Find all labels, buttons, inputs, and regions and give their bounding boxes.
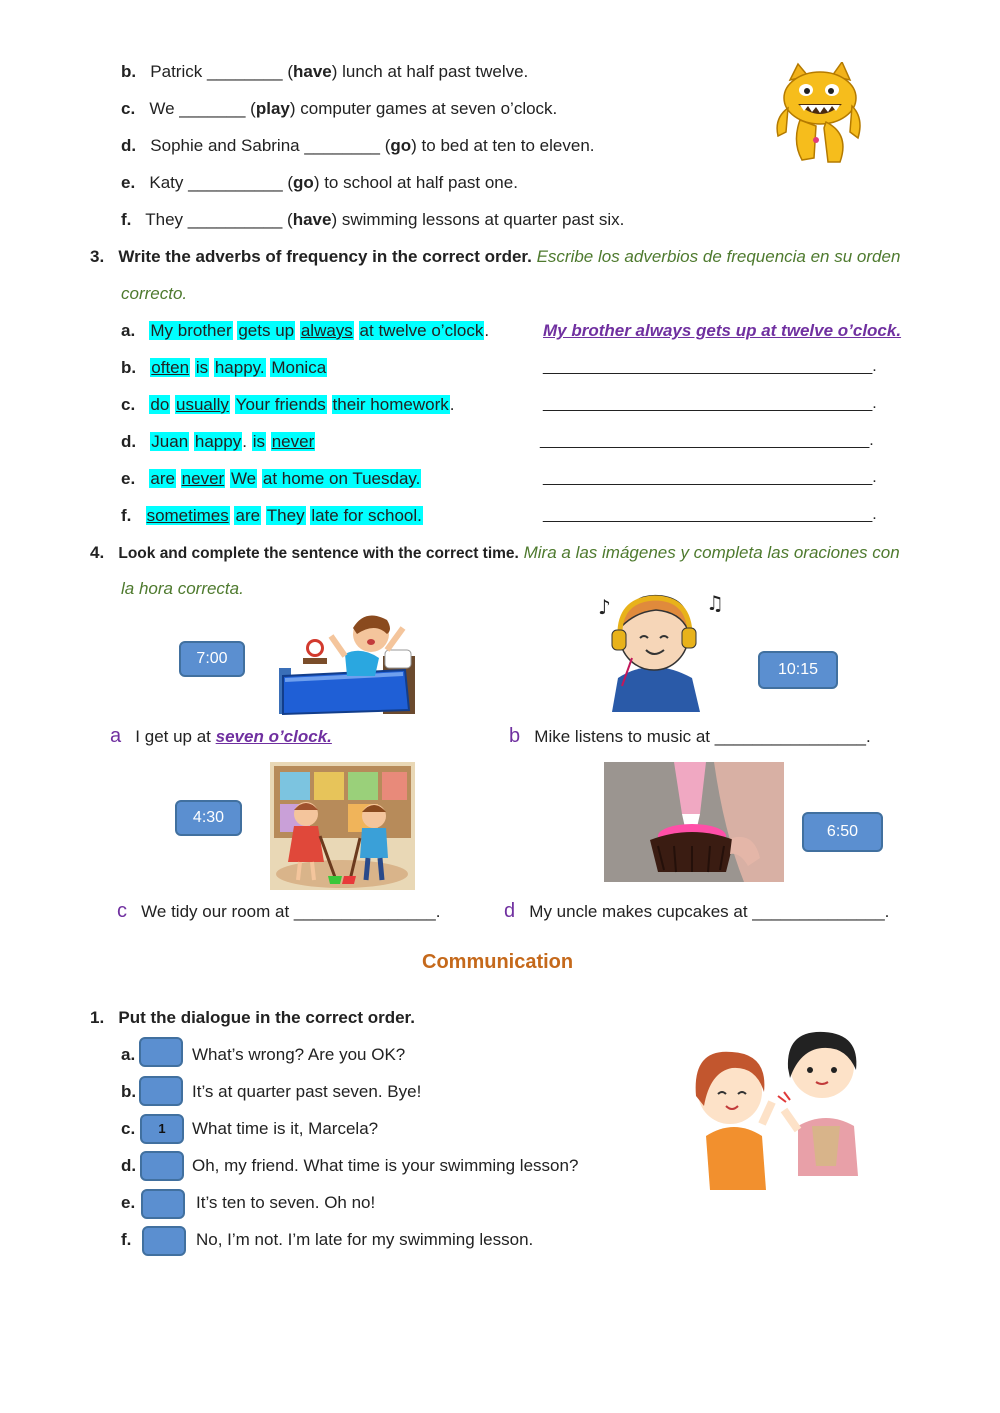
order-box-b[interactable] [139,1076,183,1106]
ex3-item-b: b. often is happy. Monica [121,358,327,377]
ex3-blank-d[interactable]: _____________________________________. [540,432,874,449]
boy-listening-music-image [592,586,728,712]
dialogue-line-c: What time is it, Marcela? [192,1119,379,1138]
ex2-item-d: d. Sophie and Sabrina ________ (go) to bed at ten to eleven. [121,136,595,155]
ex3-item-f: f. sometimes are They late for school. [121,506,422,525]
word-chip: at home on Tuesday. [262,469,421,488]
dialogue-label-f: f. [121,1230,132,1249]
word-chip: are [150,469,175,488]
dialogue-label-e: e. [121,1193,136,1212]
time-box-b: 10:15 [758,651,838,689]
ex4-sentence-b: b Mike listens to music at ________________. [509,725,871,747]
ex3-blank-b[interactable]: _____________________________________. [543,358,877,375]
order-box-a[interactable] [139,1037,183,1067]
dialogue-label-c: c. [121,1119,136,1138]
cupcake-image [604,762,784,882]
ex2-item-e: e. Katy __________ (go) to school at half past one. [121,173,518,192]
ex4-heading: 4. Look and complete the sentence with the correct time. Mira a las imágenes y completa las oraciones con [90,543,900,562]
time-box-a: 7:00 [179,641,245,677]
boy-waking-up-image [275,606,420,718]
ex2-item-f: f. They __________ (have) swimming lessons at quarter past six. [121,210,625,229]
svg-text:♪: ♪ [598,595,611,619]
word-chip: happy [194,432,242,451]
ex4-sentence-a: a I get up at seven o’clock. [110,725,332,747]
word-chip: their homework [332,395,449,414]
word-chip: Juan [151,432,189,451]
order-box-e[interactable] [141,1189,185,1219]
ex3-item-a: a. My brother gets up always at twelve o’clock. [121,321,490,340]
word-chip: is [252,432,265,451]
word-chip: gets up [238,321,295,340]
word-chip: are [235,506,261,525]
adverb-chip: often [151,358,190,377]
word-chip: My brother [150,321,232,340]
order-box-d[interactable] [140,1151,184,1181]
adverb-chip: always [300,321,353,340]
communication-heading: Communication [422,951,574,973]
comm-ex1-heading: 1. Put the dialogue in the correct order. [90,1008,415,1027]
svg-text:♫: ♫ [706,591,724,615]
dialogue-line-b: It’s at quarter past seven. Bye! [192,1082,422,1101]
order-box-c[interactable]: 1 [140,1114,184,1144]
dialogue-line-f: No, I’m not. I’m late for my swimming lesson. [196,1230,534,1249]
ex2-item-b: b. Patrick ________ (have) lunch at half past twelve. [121,62,529,81]
ex2-item-c: c. We _______ (play) computer games at seven o’clock. [121,99,558,118]
dialogue-label-b: b. [121,1082,137,1101]
ex3-heading-cont: correcto. [121,284,188,303]
ex3-blank-e[interactable]: _____________________________________. [543,469,877,486]
adverb-chip: usually [176,395,229,414]
time-box-d: 6:50 [802,812,883,852]
ex3-answer-a: My brother always gets up at twelve o’clock. [543,321,902,340]
ex4-heading-cont: la hora correcta. [121,579,244,598]
dialogue-line-e: It’s ten to seven. Oh no! [196,1193,376,1212]
ex3-blank-c[interactable]: _____________________________________. [543,395,877,412]
ex4-sentence-d: d My uncle makes cupcakes at ______________. [504,900,890,922]
order-box-f[interactable] [142,1226,186,1256]
ex3-heading: 3. Write the adverbs of frequency in the correct order. Escribe los adverbios de frequencia en su orden [90,247,901,266]
adverb-chip: never [181,469,225,488]
word-chip: happy. [214,358,265,377]
word-chip: late for school. [311,506,422,525]
word-chip: do [150,395,170,414]
ex3-item-d: d. Juan happy. is never [121,432,315,451]
dialogue-label-a: a. [121,1045,136,1064]
word-chip: at twelve o’clock [359,321,484,340]
adverb-chip: sometimes [146,506,229,525]
dialogue-line-d: Oh, my friend. What time is your swimming lesson? [192,1156,579,1175]
ex4-sentence-c: c We tidy our room at _______________. [117,900,441,922]
time-box-c: 4:30 [175,800,242,836]
ex3-item-c: c. do usually Your friends their homework. [121,395,455,414]
ex3-item-e: e. are never We at home on Tuesday. [121,469,421,488]
word-chip: We [230,469,257,488]
dialogue-label-d: d. [121,1156,137,1175]
ex3-blank-f[interactable]: _____________________________________. [543,506,877,523]
dialogue-line-a: What’s wrong? Are you OK? [192,1045,406,1064]
monster-illustration [770,62,865,174]
kids-tidying-room-image [270,762,415,890]
word-chip: They [266,506,305,525]
word-chip: Your friends [235,395,326,414]
word-chip: Monica [271,358,327,377]
ex4-answer-a: seven o’clock. [215,727,332,746]
word-chip: is [195,358,209,377]
adverb-chip: never [271,432,315,451]
friends-talking-image [686,1026,868,1190]
